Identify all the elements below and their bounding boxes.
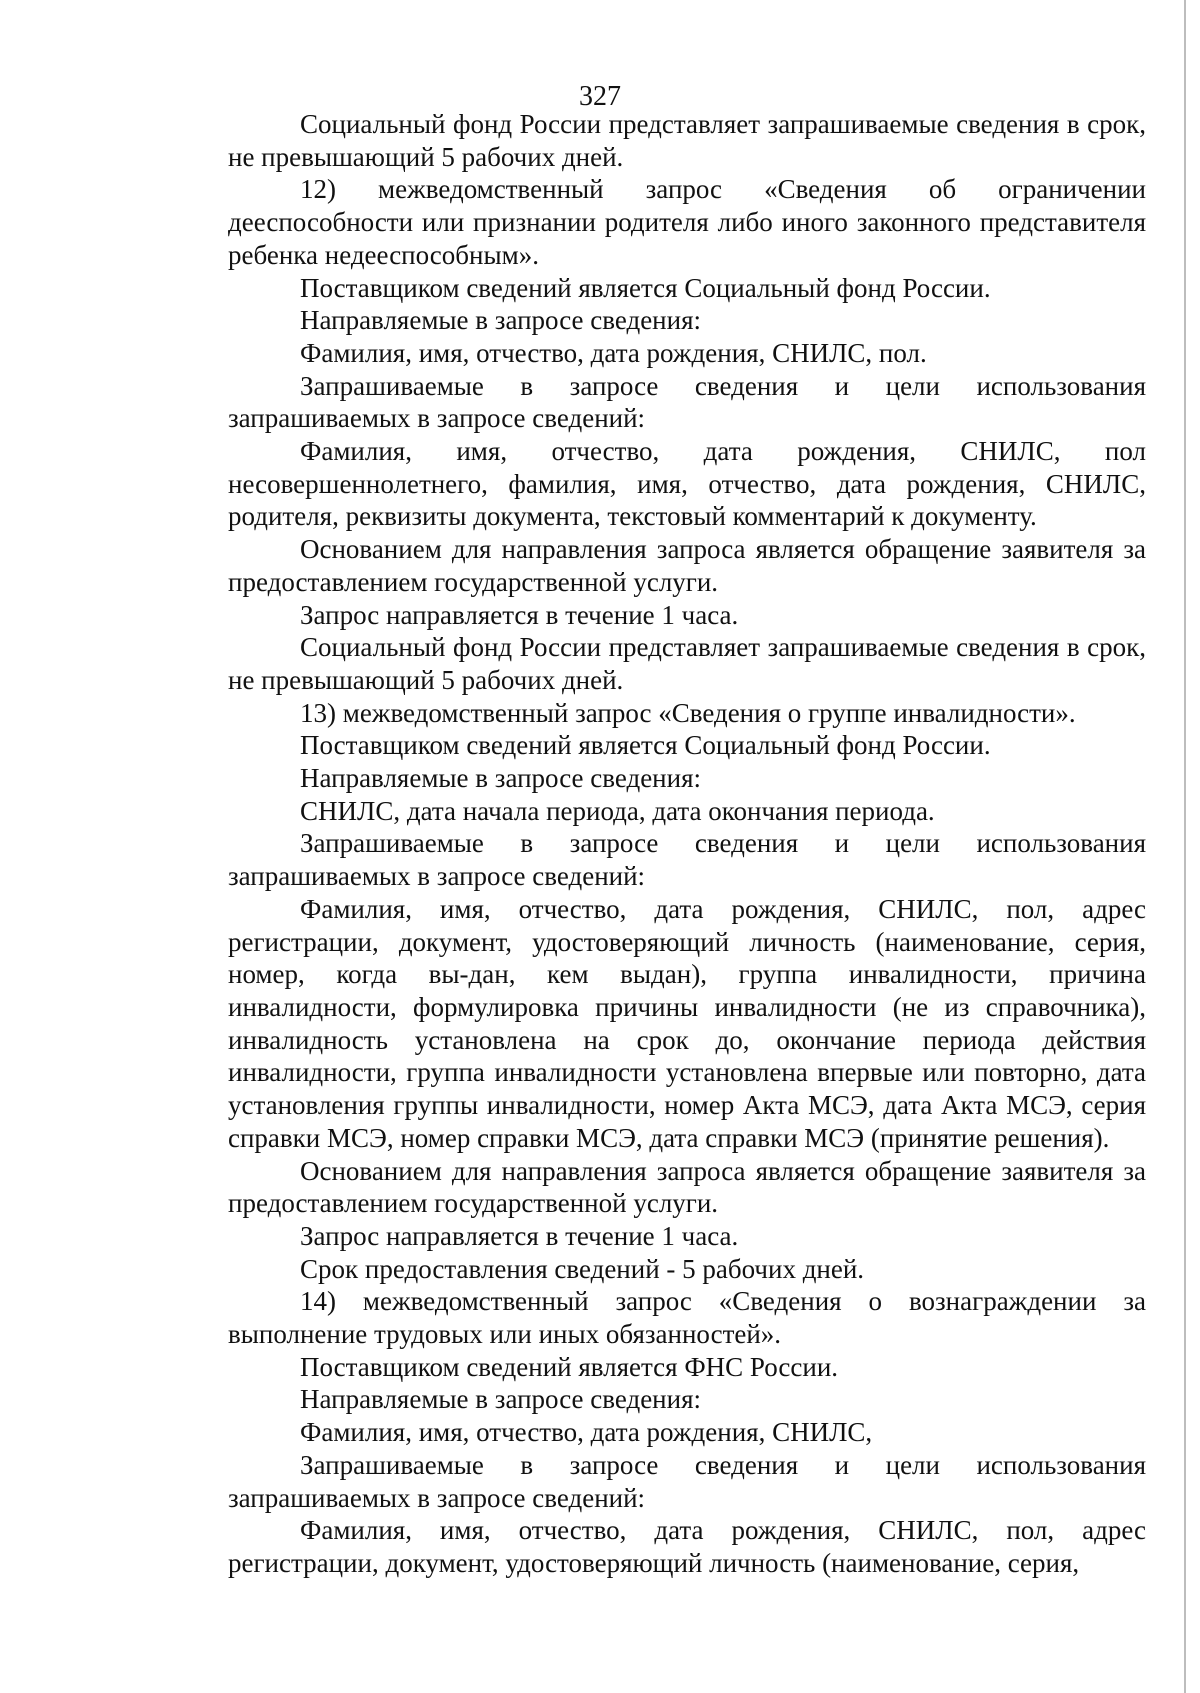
- scan-edge-line: [1184, 0, 1186, 1693]
- paragraph: Запрос направляется в течение 1 часа.: [300, 1220, 739, 1251]
- page-number: 327: [579, 81, 621, 112]
- paragraph: Основанием для направления запроса является обращение заявителя за предоставлением государственной услуги.: [228, 1155, 1146, 1219]
- paragraph: Запрос направляется в течение 1 часа.: [300, 599, 739, 630]
- paragraph: Запрашиваемые в запросе сведения и цели использования запрашиваемых в запросе сведений:: [228, 1449, 1146, 1513]
- paragraph: 13) межведомственный запрос «Сведения о группе инвалидности».: [300, 697, 1076, 728]
- paragraph: Фамилия, имя, отчество, дата рождения, СНИЛС, пол, адрес регистрации, документ, удостоверяющий личность (наименование, серия,: [228, 1515, 1146, 1578]
- paragraph: Фамилия, имя, отчество, дата рождения, СНИЛС, пол несовершеннолетнего, фамилия, имя, отчество, дата рождения, СНИЛС, родителя, реквизиты документа, текстовый комментарий к документу.: [228, 436, 1146, 532]
- paragraph: Социальный фонд России представляет запрашиваемые сведения в срок, не превышающий 5 рабочих дней.: [228, 109, 1146, 172]
- paragraph: 14) межведомственный запрос «Сведения о вознаграждении за выполнение трудовых или иных обязанностей».: [228, 1286, 1146, 1350]
- paragraph: Фамилия, имя, отчество, дата рождения, СНИЛС, пол.: [300, 337, 927, 368]
- paragraph: Поставщиком сведений является Социальный фонд России.: [300, 730, 991, 761]
- paragraph: Поставщиком сведений является ФНС России.: [300, 1351, 839, 1382]
- paragraph: 12) межведомственный запрос «Сведения об ограничении дееспособности или признании родителя либо иного законного представителя ребенка недееспособным».: [228, 174, 1146, 270]
- paragraph: Направляемые в запросе сведения:: [300, 305, 701, 336]
- paragraph: Запрашиваемые в запросе сведения и цели использования запрашиваемых в запросе сведений:: [228, 828, 1146, 892]
- paragraph: Направляемые в запросе сведения:: [300, 763, 701, 794]
- paragraph: СНИЛС, дата начала периода, дата окончания периода.: [300, 795, 935, 826]
- paragraph: Основанием для направления запроса является обращение заявителя за предоставлением государственной услуги.: [228, 534, 1146, 597]
- paragraph: Запрашиваемые в запросе сведения и цели использования запрашиваемых в запросе сведений:: [228, 370, 1146, 434]
- paragraph: Фамилия, имя, отчество, дата рождения, СНИЛС,: [300, 1417, 873, 1448]
- paragraph: Фамилия, имя, отчество, дата рождения, СНИЛС, пол, адрес регистрации, документ, удостоверяющий личность (наименование, серия, номер, когда вы-дан, кем выдан), группа инвалидности, причина инвалидности, формулировка причины инвалидности (не из справочника), инвалидность установлена на срок до, окончание периода действия инвалидности, группа инвалидности установлена впервые или повторно, дата установления группы инвалидности, номер Акта МСЭ, дата Акта МСЭ, серия справки МСЭ, номер справки МСЭ, дата справки МСЭ (принятие решения).: [228, 893, 1146, 1153]
- paragraph: Направляемые в запросе сведения:: [300, 1384, 701, 1415]
- paragraph: Срок предоставления сведений - 5 рабочих дней.: [300, 1253, 865, 1284]
- paragraph: Поставщиком сведений является Социальный фонд России.: [300, 272, 991, 303]
- document-body: [228, 108, 1146, 1580]
- paragraph: Социальный фонд России представляет запрашиваемые сведения в срок, не превышающий 5 рабочих дней.: [228, 632, 1146, 695]
